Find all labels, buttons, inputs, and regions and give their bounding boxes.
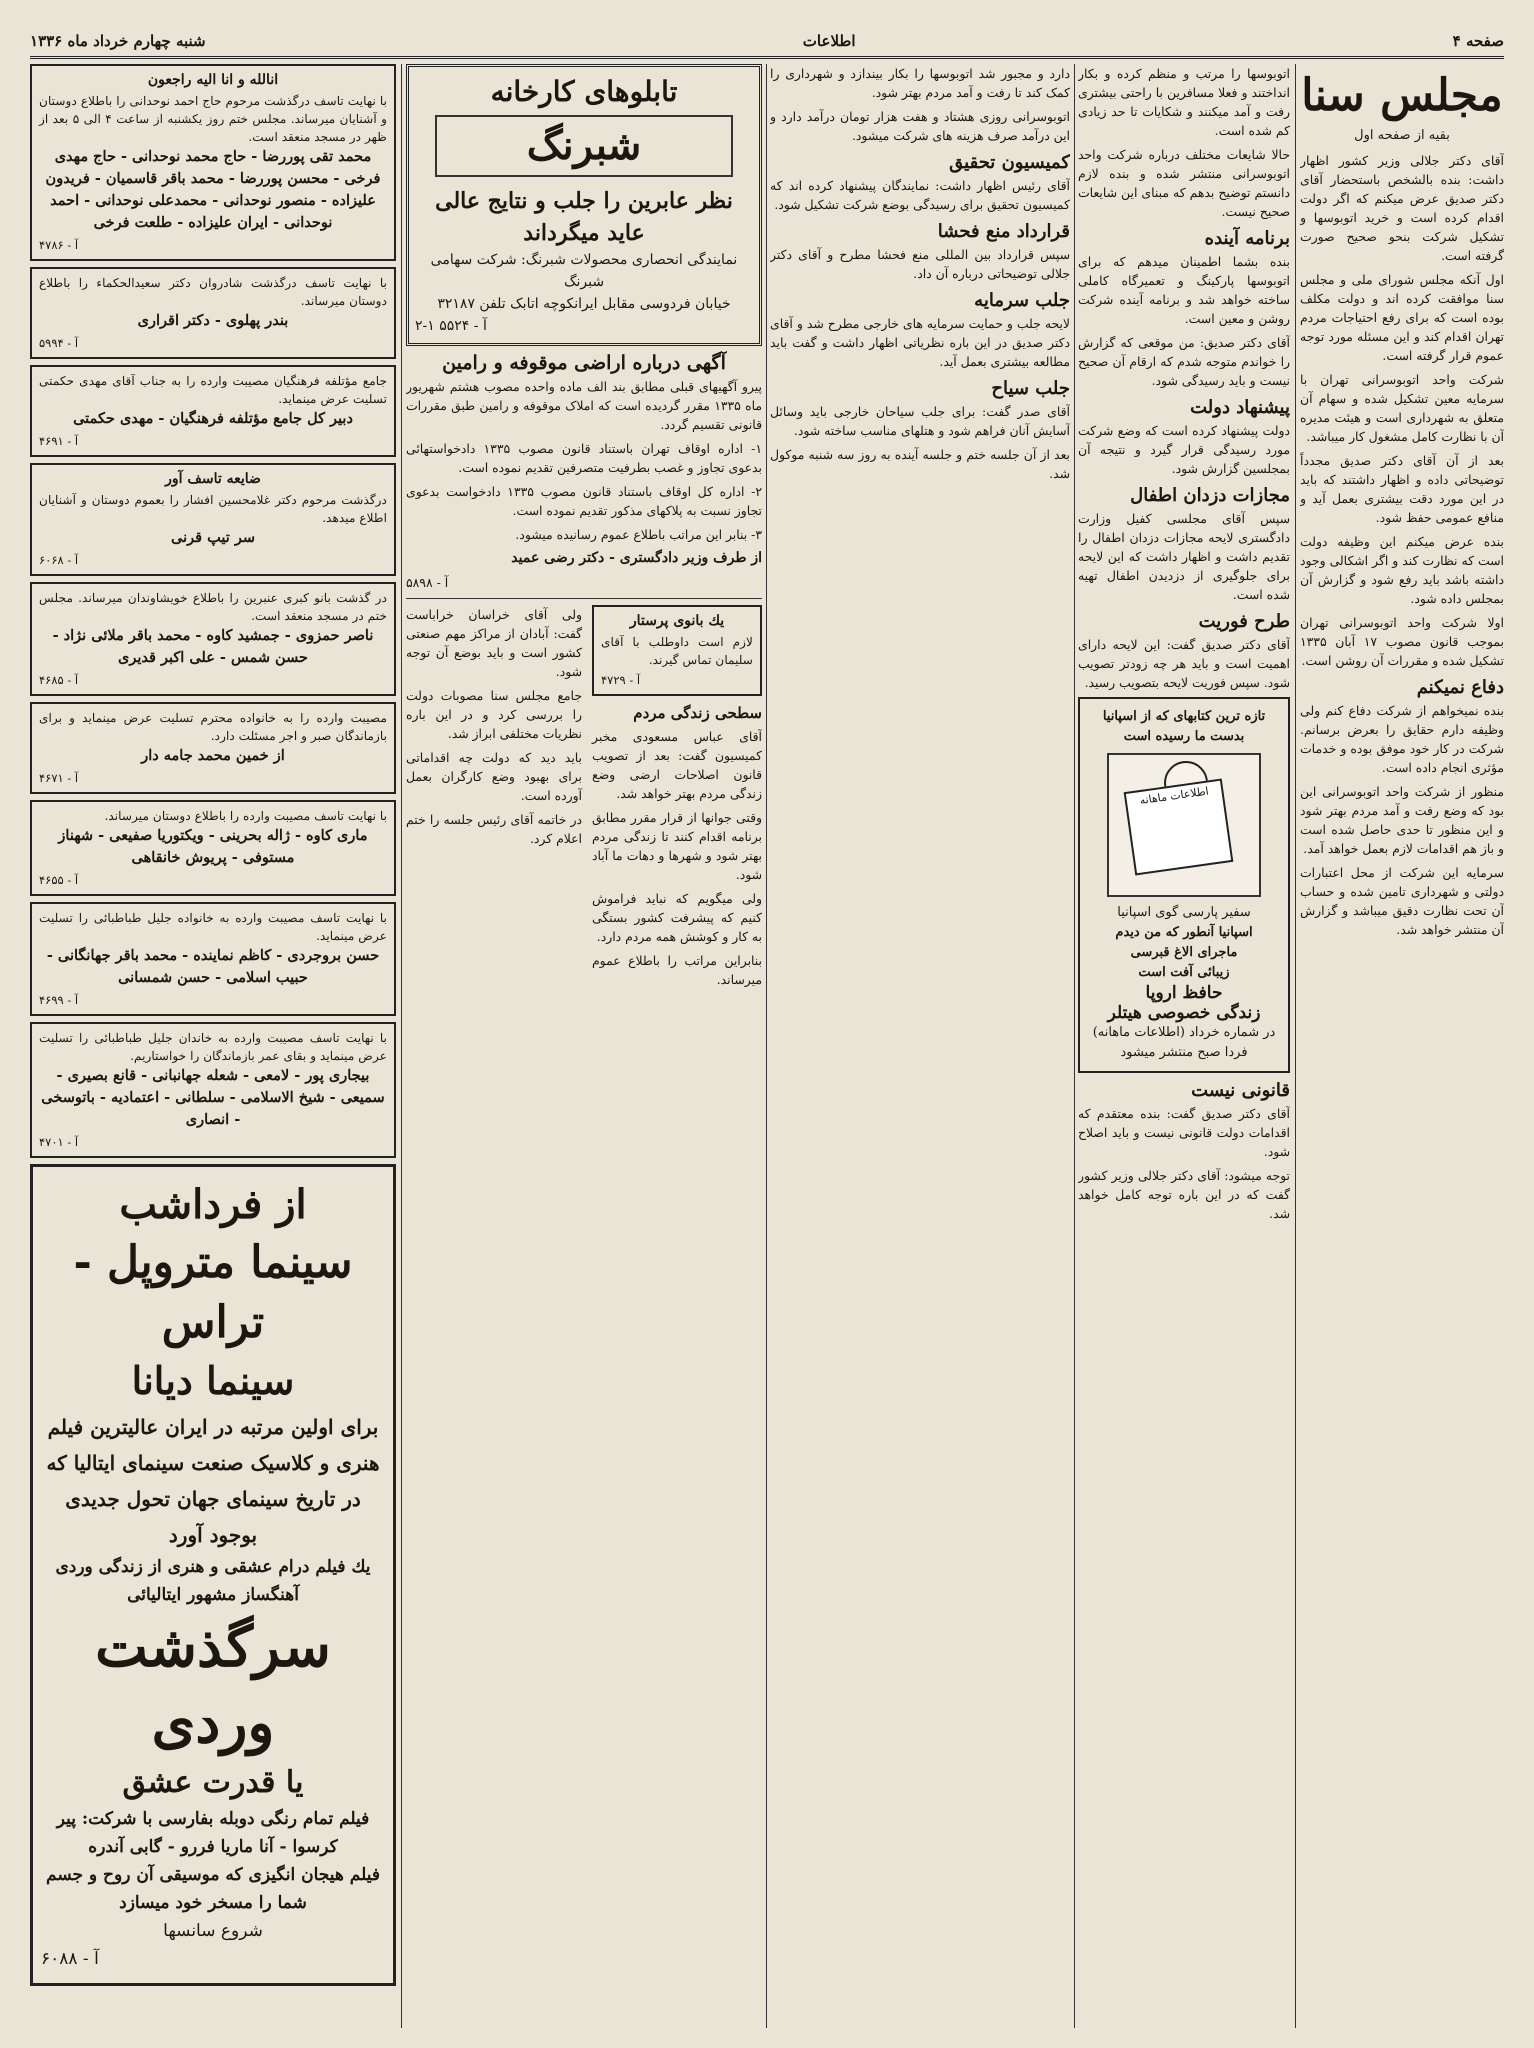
paragraph: ۱- اداره اوقاف تهران باستناد قانون مصوب ۱۳۳۵ دادخواستهائی بدعوی تجاوز و غصب بطرفیت متصرفین تقدیم نموده است. — [406, 441, 762, 475]
paragraph: پیرو آگهیهای قبلی مطابق بند الف ماده واحده مصوب هشتم شهریور ماه ۱۳۳۵ مقرر گردیده است که املاک موقوفه و رامین طبق مقررات قانونی تقسیم گردد. — [406, 379, 762, 432]
paragraph: آقای عباس مسعودی مخبر کمیسیون گفت: بعد از تصویب قانون اصلاحات ارضی وضع زندگی مردم بهتر خواهد شد. — [592, 729, 762, 801]
column-notices — [406, 64, 762, 2028]
paragraph: بعد از آن آقای دکتر صدیق مجدداً توضیحاتی داده و اظهار داشتند که باید در این مورد دقت بیشتری بعمل آید و منافع عمومی حفظ شود. — [1300, 453, 1504, 525]
obituary-ad — [30, 365, 396, 457]
obituary-ad — [30, 463, 396, 576]
bottom-split — [406, 605, 762, 994]
section-heading: سطحی زندگی مردم — [633, 704, 762, 722]
obituary-text: با نهایت تاسف مصیبت وارده به خاندان جلیل طباطبائی را تسلیت عرض مینماید و بقای عمر بازماندگان را خواستاریم. — [39, 1031, 387, 1063]
book-title: حافظ اروپا — [1145, 983, 1223, 1003]
shabrang-ad-title: تابلوهای کارخانه — [490, 75, 678, 108]
paragraph: بنابراین مراتب را باطلاع عموم میرساند. — [592, 953, 762, 987]
paragraph: منظور از شرکت واحد اتوبوسرانی این بود که وضع رفت و آمد مردم بهتر شود و این منظور تا حدی حاصل شده است و باز هم اقدامات لازم بعمل خواهد آمد. — [1300, 784, 1504, 856]
paragraph: باید دید که دولت چه اقداماتی برای بهبود وضع کارگران بعمل آورده است. — [406, 750, 582, 803]
notice-headline: آگهی درباره اراضی موقوفه و رامین — [442, 352, 726, 374]
paper-name: اطلاعات — [802, 32, 856, 50]
article-continuation: بقیه از صفحه اول — [1354, 128, 1450, 143]
magazine-cover-label: اطلاعات ماهانه — [1138, 784, 1210, 808]
cinema-opening: از فرداشب — [119, 1181, 307, 1228]
paragraph: بنده نمیخواهم از شرکت دفاع کنم ولی وظیفه دارم حقایق را بعرض برسانم. شرکت در کار خود موفق بوده و خدمات مؤثری انجام داده است. — [1300, 703, 1504, 775]
obituary-ad — [30, 702, 396, 794]
obituary-names: سر تیپ قرنی — [171, 529, 255, 546]
paragraph: اتوبوسرانی روزی هشتاد و هفت هزار تومان درآمد دارد و این درآمد صرف هزینه های شرکت میشود. — [770, 109, 1070, 143]
paragraph: ۳- بنابر این مراتب باطلاع عموم رسانیده میشود. — [515, 527, 762, 542]
obituary-text: با نهایت تاسف درگذشت مرحوم حاج احمد نوحدانی را باطلاع دوستان و آشنایان میرساند. مجلس ختم روز یکشنبه از ساعت ۴ الی ۵ بعد از ظهر در مسجد منعقد است. — [39, 94, 387, 144]
subcolumn-right — [592, 605, 762, 994]
ad-code: آ - ۶۰۶۸ — [39, 553, 79, 567]
paragraph: بنده بشما اطمینان میدهم که برای اتوبوسها پارکینگ و تعمیرگاه کاملی ساخته خواهد شد و برنامه آینده شرکت روشن و معین است. — [1078, 254, 1290, 326]
obituary-text: با نهایت تاسف مصیبت وارده را باطلاع دوستان میرساند. — [104, 809, 387, 823]
obituary-title: ضایعه تاسف آور — [165, 471, 261, 487]
section-heading: قرارداد منع فحشا — [937, 221, 1070, 242]
header-rule — [30, 56, 1504, 59]
obituary-ad — [30, 267, 396, 359]
paragraph: آقای رئیس اظهار داشت: نمایندگان پیشنهاد کرده اند که کمیسیون تحقیق برای رسیدگی بوضع شرکت تشکیل شود. — [770, 178, 1070, 212]
column-senate-2 — [1078, 64, 1290, 2028]
obituary-names: بندر پهلوی - دکتر اقراری — [137, 312, 289, 329]
cinema-name: سینما دیانا — [131, 1358, 295, 1403]
obituary-ad — [30, 64, 396, 261]
cinema-film-genre: یك فیلم درام عشقی و هنری از زندگی وردی آهنگساز مشهور ایتالیائی — [55, 1557, 371, 1605]
obituary-ad — [30, 800, 396, 896]
ad-code: آ - ۴۶۹۹ — [39, 993, 79, 1007]
paragraph: اتوبوسها را مرتب و منظم کرده و بکار انداختند و فعلا مسافرین با راحتی بیشتری رفت و آمد میکنند و شکایات تا حد زیادی کم شده است. — [1078, 66, 1290, 138]
paragraph: بنده عرض میکنم این وظیفه دولت است که نظارت کند و اگر اشکالی وجود داشته باشد باید رفع شود و گزارش آن بمجلس داده شود. — [1300, 534, 1504, 606]
paragraph: سپس آقای مجلسی کفیل وزارت دادگستری لایحه مجازات دزدان اطفال را تقدیم داشت و اظهار داشت که این لایحه برای جلوگیری از دزدیدن اطفال تهیه شده است. — [1078, 511, 1290, 602]
film-cast: فیلم تمام رنگی دوبله بفارسی با شرکت: پیر کرسوا - آنا ماریا فررو - گابی آندره — [56, 1809, 370, 1857]
ad-code: آ - ۴۶۵۵ — [39, 873, 79, 887]
ad-code: آ - ۴۶۹۱ — [39, 434, 79, 448]
section-heading: جلب سرمایه — [974, 290, 1070, 311]
obituary-names: حسن بروجردی - کاظم نماینده - محمد باقر جهانگانی - حبیب اسلامی - حسن شمسانی — [46, 947, 380, 986]
book-title: زیبائی آفت است — [1138, 965, 1230, 980]
page-header — [30, 30, 1504, 52]
shabrang-address: خیابان فردوسی مقابل ایرانکوچه اتابک تلفن ۳۲۱۸۷ — [437, 296, 731, 312]
classified-ad — [592, 605, 762, 696]
shabrang-brand-logo: شبرنگ — [435, 115, 733, 177]
section-heading: قانونی نیست — [1191, 1080, 1290, 1101]
obituary-names: ناصر حمزوی - جمشید کاوه - محمد باقر ملائی نژاد - حسن شمس - علی اکبر قدیری — [52, 627, 374, 666]
column-senate-3 — [770, 64, 1070, 2028]
film-subtitle: یا قدرت عشق — [122, 1765, 304, 1800]
classified-title: یك بانوی پرستار — [629, 613, 725, 629]
section-heading: دفاع نمیکنم — [1416, 677, 1504, 698]
ad-code: آ - ۵۹۹۴ — [39, 336, 79, 350]
column-rule — [1074, 64, 1075, 2028]
paragraph: ولی میگویم که نباید فراموش کنیم که پیشرفت کشور بستگی به کار و کوشش همه مردم دارد. — [592, 891, 762, 944]
book-title: اسپانیا آنطور که من دیدم — [1115, 925, 1253, 940]
ad-code: آ - ۴۶۷۱ — [39, 771, 79, 785]
paragraph: سپس قرارداد بین المللی منع فحشا مطرح و آقای دکتر جلالی توضیحاتی درباره آن داد. — [770, 247, 1070, 281]
ad-code: آ - ۴۶۸۵ — [39, 673, 79, 687]
paragraph: آقای دکتر صدیق: من موقعی که گزارش را خواندم متوجه شدم که ارقام آن صحیح نیست و باید رسیدگی شود. — [1078, 335, 1290, 388]
section-heading: مجازات دزدان اطفال — [1130, 485, 1290, 506]
paragraph: آقای دکتر صدیق گفت: بنده معتقدم که اقدامات دولت قانونی نیست و باید اصلاح شود. — [1078, 1106, 1290, 1159]
classified-text: لازم است داوطلب با آقای سلیمان تماس گیرند. — [601, 635, 753, 667]
paragraph: در خاتمه آقای رئیس جلسه را ختم اعلام کرد. — [406, 812, 582, 846]
issue-date: شنبه چهارم خرداد ماه ۱۳۳۶ — [30, 32, 206, 50]
ad-code: آ - ۵۸۹۸ — [406, 575, 449, 590]
paragraph: ۲- اداره کل اوقاف باستناد قانون مصوب ۱۳۳۵ دادخواست بدعوی تجاوز نسبت به پلاکهای مذکور تقدیم نموده است. — [406, 484, 762, 518]
book-title: زندگی خصوصی هیتلر — [1107, 1003, 1261, 1023]
column-rule — [401, 64, 402, 2028]
obituary-text: جامع مؤتلفه فرهنگیان مصیبت وارده را به جناب آقای مهدی حکمتی تسلیت عرض مینماید. — [39, 374, 387, 406]
shabrang-slogan: نظر عابرین را جلب و نتایج عالی عاید میگرداند — [435, 188, 733, 246]
paragraph: حالا شایعات مختلف درباره شرکت واحد اتوبوسرانی منتشر شده و بنده لازم دانستم توضیح بدهم که مبنای این شایعات صحیح نیست. — [1078, 147, 1290, 219]
magazine-ad-headline: تازه ترین کتابهای که از اسپانیا بدست ما رسیده است — [1102, 709, 1266, 744]
obituary-names: دبیر کل جامع مؤتلفه فرهنگیان - مهدی حکمتی — [73, 410, 353, 427]
reader-illustration — [1107, 753, 1261, 897]
ad-code: آ - ۴۷۸۶ — [39, 238, 79, 252]
paragraph: اولا شرکت واحد اتوبوسرانی تهران بموجب قانون مصوب ۱۷ آبان ۱۳۳۵ تشکیل شده و مقررات آن روشن است. — [1300, 615, 1504, 668]
showtimes-label: شروع سانسها — [163, 1921, 263, 1941]
paragraph: سرمایه این شرکت از محل اعتبارات دولتی و شهرداری تامین شده و حساب آن تحت نظارت دقیق میباشد و گزارش آن منتشر خواهد شد. — [1300, 865, 1504, 937]
ad-code: آ - ۶۰۸۸ — [41, 1949, 99, 1969]
column-senate-1 — [1300, 64, 1504, 2028]
shabrang-advertisement — [406, 64, 762, 346]
obituary-names: ماری کاوه - ژاله بحرینی - ویکتوریا صفیعی - شهناز مستوفی - پریوش خانقاهی — [58, 827, 368, 866]
film-note: فیلم هیجان انگیزی که موسیقی آن روح و جسم شما را مسخر خود میسازد — [46, 1865, 380, 1913]
subcolumn-left — [406, 605, 582, 994]
column-rule — [766, 64, 767, 2028]
obituary-text: درگذشت مرحوم دکتر غلامحسین افشار را بعموم دوستان و آشنایان اطلاع میدهد. — [39, 493, 387, 525]
shabrang-agency: نمایندگی انحصاری محصولات شبرنگ: شرکت سهامی شبرنگ — [430, 252, 738, 290]
obituary-text: با نهایت تاسف درگذشت شادروان دکتر سعیدالحکماء را باطلاع دوستان میرساند. — [39, 276, 387, 308]
book-title: سفیر پارسی گوی اسپانیا — [1117, 905, 1251, 920]
paragraph: بعد از آن جلسه ختم و جلسه آینده به روز سه شنبه موکول شد. — [770, 447, 1070, 481]
obituary-names: محمد تقی پوررضا - حاج محمد نوحدانی - حاج مهدی فرخی - محسن پوررضا - محمد باقر قاسمیان - فریدون علیزاده - منصور نوحدانی - محمدعلی نوحدانی - احمد نوحدانی - ایران علیزاده - طلعت فرخی — [45, 148, 381, 231]
cinema-description: برای اولین مرتبه در ایران عالیترین فیلم هنری و کلاسیک صنعت سینمای ایتالیا که در تاریخ سینمای جهان تحول جدیدی بوجود آورد — [46, 1415, 380, 1547]
obituary-text: مصیبت وارده را به خانواده محترم تسلیت عرض مینماید و برای بازماندگان صبر و اجر مسئلت دارد. — [39, 711, 387, 743]
column-rule — [1295, 64, 1296, 2028]
paragraph: آقای دکتر جلالی وزیر کشور اظهار داشت: بنده بالشخص باستحضار آقای دکتر صدیق عرض میکنم که اگر دولت اقدام کرده است و خرید اتوبوسها و تشکیل شرکت بنحو صحیح صورت گرفته است. — [1300, 153, 1504, 263]
magazine-cover — [1124, 779, 1234, 876]
divider — [406, 598, 762, 599]
notice-signature: از طرف وزیر دادگستری - دکتر رضی عمید — [511, 550, 762, 566]
paragraph: آقای دکتر صدیق گفت: این لایحه دارای اهمیت است و باید هر چه زودتر تصویب شود. سپس فوریت لایحه بتصویب رسید. — [1078, 637, 1290, 690]
paragraph: آقای صدر گفت: برای جلب سیاحان خارجی باید وسائل آسایش آنان فراهم شود و هتلهای مناسب ساخته شود. — [770, 404, 1070, 438]
ad-code: آ - ۴۷۲۹ — [601, 673, 641, 687]
paragraph: جامع مجلس سنا مصوبات دولت را بررسی کرد و در این باره نظریات مختلفی ابراز شد. — [406, 688, 582, 741]
obituary-names: بیجاری پور - لامعی - شعله جهانبانی - قانع بصیری - سمیعی - شیخ الاسلامی - سلطانی - اعتمادیه - باتوسخی - انصاری — [41, 1067, 385, 1128]
section-heading: برنامه آینده — [1204, 228, 1290, 249]
ad-code: آ - ۴۷۰۱ — [39, 1135, 79, 1149]
obituary-text: با نهایت تاسف مصیبت وارده به خانواده جلیل طباطبائی را تسلیت عرض مینماید. — [39, 911, 387, 943]
section-heading: پیشنهاد دولت — [1190, 397, 1290, 418]
article-headline: مجلس سنا — [1301, 70, 1503, 121]
section-heading: جلب سیاح — [991, 378, 1070, 399]
ad-code: آ - ۵۵۲۴ ۱-۲ — [415, 318, 487, 334]
paragraph: اول آنکه مجلس شورای ملی و مجلس سنا موافقت کرده اند و دولت مکلف بوده است که برای رفع احتیاجات مردم تهران اقدام کند و این مسئله مورد توجه عموم قرار گرفته است. — [1300, 272, 1504, 363]
section-heading: کمیسیون تحقیق — [949, 152, 1070, 173]
magazine-ad-footer: در شماره خرداد (اطلاعات ماهانه) فردا صبح منتشر میشود — [1092, 1025, 1276, 1060]
obituary-ad — [30, 582, 396, 696]
obituary-text: در گذشت بانو کبری عنبرین را باطلاع خویشاوندان میرساند. مجلس ختم در مسجد منعقد است. — [39, 591, 387, 623]
paragraph: دولت پیشنهاد کرده است که وضع شرکت مورد رسیدگی قرار گیرد و نتیجه آن بمجلسین گزارش شود. — [1078, 423, 1290, 476]
paragraph: ولی آقای خراسان خراباست گفت: آبادان از مراکز مهم صنعتی کشور است و باید بوضع آن توجه شود. — [406, 607, 582, 679]
cinema-advertisement — [30, 1164, 396, 1986]
paragraph: شرکت واحد اتوبوسرانی تهران با سرمایه معین تشکیل شده و سهام آن متعلق به شهرداری است و هیئت مدیره آن با نظارت کامل مشغول کار میباشد. — [1300, 372, 1504, 444]
page-number: صفحه ۴ — [1452, 32, 1504, 50]
paragraph: دارد و مجبور شد اتوبوسها را بکار بیندازد و شهرداری را کمک کند تا رفت و آمد مردم بهتر شود. — [770, 66, 1070, 100]
obituary-ad — [30, 902, 396, 1016]
paragraph: لایحه جلب و حمایت سرمایه های خارجی مطرح شد و آقای دکتر صدیق در این باره نظریاتی اظهار داشت و گفت باید مطالعه بیشتری بعمل آید. — [770, 316, 1070, 369]
paragraph: وقتی جوانها از قرار مقرر مطابق برنامه اقدام کنند تا زندگی مردم بهتر شود و شهرها و دهات ما آباد شود. — [592, 810, 762, 882]
section-heading: طرح فوریت — [1198, 611, 1290, 632]
book-title: ماجرای الاغ قبرسی — [1130, 945, 1238, 960]
film-title: سرگذشت وردی — [95, 1614, 331, 1756]
cinema-names: سینما متروپل - تراس — [73, 1237, 353, 1348]
magazine-advertisement — [1078, 697, 1290, 1073]
obituary-names: از خمین محمد جامه دار — [141, 747, 285, 764]
column-obituaries-cinema — [30, 64, 396, 2028]
obituary-title: انالله و انا الیه راجعون — [147, 72, 279, 88]
paragraph: توجه میشود: آقای دکتر جلالی وزیر کشور گفت که در این باره توجه کامل خواهد شد. — [1078, 1168, 1290, 1221]
obituary-ad — [30, 1022, 396, 1158]
